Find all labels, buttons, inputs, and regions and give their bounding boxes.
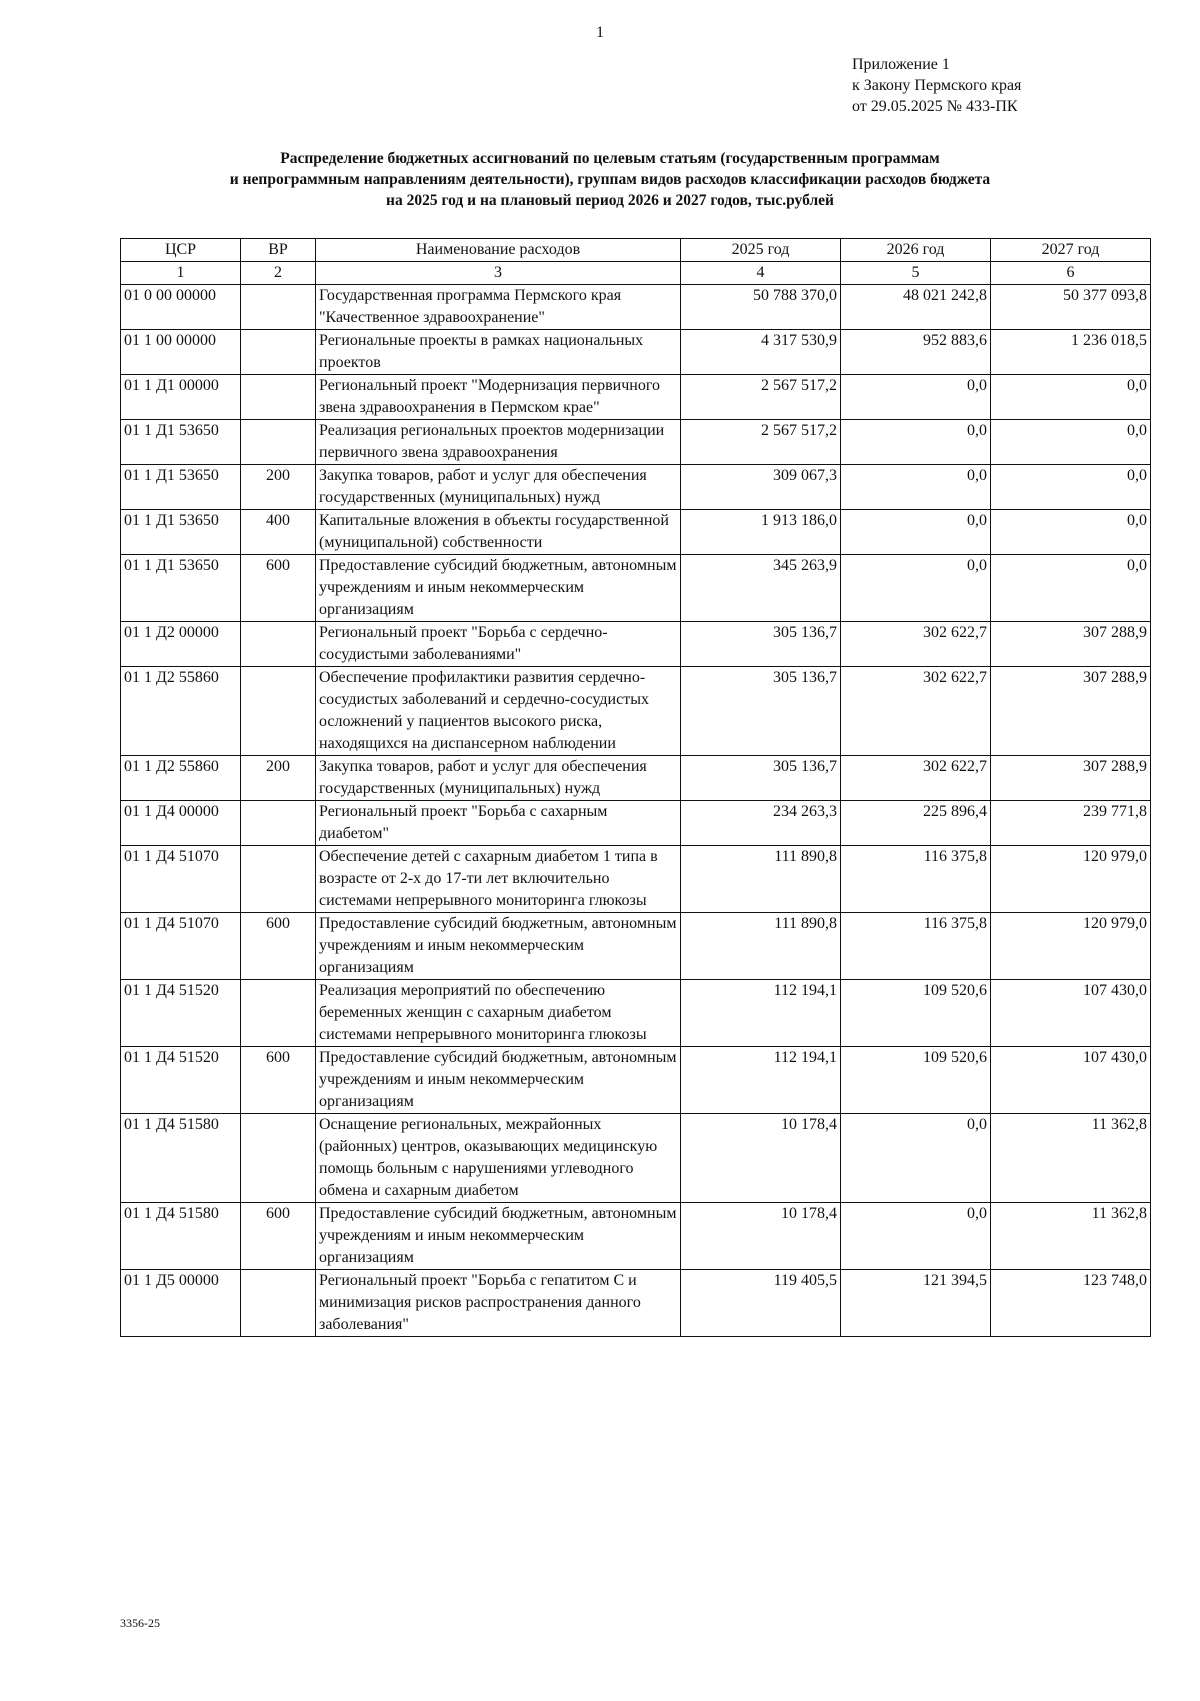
- appendix-line-1: Приложение 1: [852, 56, 950, 73]
- cell-2025: 1 913 186,0: [681, 510, 841, 555]
- cell-name: Обеспечение детей с сахарным диабетом 1 типа в возрасте от 2-х до 17-ти лет включительно системами непрерывного мониторинга глюкозы: [316, 846, 681, 913]
- column-number: 6: [991, 262, 1151, 285]
- cell-2025: 2 567 517,2: [681, 420, 841, 465]
- cell-2027: 50 377 093,8: [991, 285, 1151, 330]
- cell-name: Предоставление субсидий бюджетным, автономным учреждениям и иным некоммерческим организациям: [316, 913, 681, 980]
- column-number: 2: [241, 262, 316, 285]
- cell-2025: 234 263,3: [681, 801, 841, 846]
- cell-name: Региональный проект "Борьба с сахарным диабетом": [316, 801, 681, 846]
- cell-2027: 0,0: [991, 375, 1151, 420]
- cell-vr: 600: [241, 555, 316, 622]
- cell-csr: 01 1 Д4 51070: [121, 913, 241, 980]
- cell-csr: 01 1 Д1 53650: [121, 420, 241, 465]
- cell-vr: [241, 846, 316, 913]
- column-number: 1: [121, 262, 241, 285]
- cell-2026: 952 883,6: [841, 330, 991, 375]
- cell-name: Обеспечение профилактики развития сердечно-сосудистых заболеваний и сердечно-сосудистых осложнений у пациентов высокого риска, находящихся на диспансерном наблюдении: [316, 667, 681, 756]
- table-row: [121, 801, 1151, 846]
- cell-2025: 10 178,4: [681, 1114, 841, 1203]
- cell-csr: 01 1 Д2 55860: [121, 756, 241, 801]
- cell-csr: 01 1 Д4 51070: [121, 846, 241, 913]
- cell-name: Закупка товаров, работ и услуг для обеспечения государственных (муниципальных) нужд: [316, 756, 681, 801]
- column-number: 4: [681, 262, 841, 285]
- cell-name: Капитальные вложения в объекты государственной (муниципальной) собственности: [316, 510, 681, 555]
- cell-2026: 0,0: [841, 1203, 991, 1270]
- table-row: [121, 330, 1151, 375]
- cell-2027: 0,0: [991, 510, 1151, 555]
- table-row: [121, 913, 1151, 980]
- cell-csr: 01 1 Д4 00000: [121, 801, 241, 846]
- cell-vr: [241, 330, 316, 375]
- cell-2027: 0,0: [991, 420, 1151, 465]
- cell-2026: 109 520,6: [841, 1047, 991, 1114]
- cell-2025: 112 194,1: [681, 1047, 841, 1114]
- cell-2025: 4 317 530,9: [681, 330, 841, 375]
- cell-vr: 600: [241, 1203, 316, 1270]
- cell-csr: 01 1 Д2 00000: [121, 622, 241, 667]
- cell-csr: 01 0 00 00000: [121, 285, 241, 330]
- cell-vr: [241, 285, 316, 330]
- table-row: [121, 667, 1151, 756]
- cell-2027: 307 288,9: [991, 622, 1151, 667]
- cell-2027: 11 362,8: [991, 1114, 1151, 1203]
- cell-2026: 121 394,5: [841, 1270, 991, 1337]
- cell-2026: 116 375,8: [841, 846, 991, 913]
- cell-name: Реализация мероприятий по обеспечению беременных женщин с сахарным диабетом системами непрерывного мониторинга глюкозы: [316, 980, 681, 1047]
- table-row: [121, 510, 1151, 555]
- cell-csr: 01 1 Д4 51520: [121, 1047, 241, 1114]
- header-2027: 2027 год: [991, 239, 1151, 262]
- cell-2027: 239 771,8: [991, 801, 1151, 846]
- header-csr: ЦСР: [121, 239, 241, 262]
- cell-vr: 600: [241, 913, 316, 980]
- cell-2025: 2 567 517,2: [681, 375, 841, 420]
- title-line-2: и непрограммным направлениям деятельности), группам видов расходов классификации расходов бюджета: [229, 171, 991, 188]
- header-2026: 2026 год: [841, 239, 991, 262]
- cell-csr: 01 1 Д4 51580: [121, 1203, 241, 1270]
- cell-name: Оснащение региональных, межрайонных (районных) центров, оказывающих медицинскую помощь больным с нарушениями углеводного обмена и сахарным диабетом: [316, 1114, 681, 1203]
- table-row: [121, 1047, 1151, 1114]
- header-vr: ВР: [241, 239, 316, 262]
- cell-2025: 305 136,7: [681, 622, 841, 667]
- cell-2025: 309 067,3: [681, 465, 841, 510]
- cell-2027: 1 236 018,5: [991, 330, 1151, 375]
- cell-vr: [241, 375, 316, 420]
- cell-2027: 11 362,8: [991, 1203, 1151, 1270]
- cell-csr: 01 1 Д5 00000: [121, 1270, 241, 1337]
- cell-name: Реализация региональных проектов модернизации первичного звена здравоохранения: [316, 420, 681, 465]
- cell-name: Предоставление субсидий бюджетным, автономным учреждениям и иным некоммерческим организациям: [316, 1047, 681, 1114]
- cell-2025: 50 788 370,0: [681, 285, 841, 330]
- table-row: [121, 846, 1151, 913]
- cell-csr: 01 1 Д1 53650: [121, 465, 241, 510]
- cell-name: Региональные проекты в рамках национальных проектов: [316, 330, 681, 375]
- table-row: [121, 980, 1151, 1047]
- cell-2026: 0,0: [841, 420, 991, 465]
- cell-2025: 119 405,5: [681, 1270, 841, 1337]
- cell-vr: 200: [241, 756, 316, 801]
- table-row: [121, 420, 1151, 465]
- cell-2026: 0,0: [841, 510, 991, 555]
- table-row: [121, 555, 1151, 622]
- cell-vr: [241, 420, 316, 465]
- cell-name: Региональный проект "Модернизация первичного звена здравоохранения в Пермском крае": [316, 375, 681, 420]
- cell-csr: 01 1 Д1 53650: [121, 510, 241, 555]
- appendix-line-2: к Закону Пермского края: [852, 77, 1022, 94]
- cell-2026: 0,0: [841, 1114, 991, 1203]
- appendix-line-3: от 29.05.2025 № 433-ПК: [852, 98, 1018, 115]
- cell-2027: 0,0: [991, 555, 1151, 622]
- cell-2026: 0,0: [841, 375, 991, 420]
- column-number-row: [121, 262, 1151, 285]
- header-name: Наименование расходов: [316, 239, 681, 262]
- cell-2026: 48 021 242,8: [841, 285, 991, 330]
- cell-2026: 302 622,7: [841, 622, 991, 667]
- cell-name: Государственная программа Пермского края "Качественное здравоохранение": [316, 285, 681, 330]
- table-row: [121, 1203, 1151, 1270]
- cell-2026: 0,0: [841, 555, 991, 622]
- table-row: [121, 622, 1151, 667]
- title-line-1: Распределение бюджетных ассигнований по целевым статьям (государственным программам: [280, 150, 940, 167]
- cell-2027: 107 430,0: [991, 980, 1151, 1047]
- cell-2025: 345 263,9: [681, 555, 841, 622]
- cell-2025: 112 194,1: [681, 980, 841, 1047]
- appendix-note: [852, 54, 1021, 117]
- cell-csr: 01 1 Д2 55860: [121, 667, 241, 756]
- cell-vr: 400: [241, 510, 316, 555]
- cell-vr: 600: [241, 1047, 316, 1114]
- cell-2027: 307 288,9: [991, 756, 1151, 801]
- cell-csr: 01 1 Д1 00000: [121, 375, 241, 420]
- cell-2027: 0,0: [991, 465, 1151, 510]
- title-line-3: на 2025 год и на плановый период 2026 и 2027 годов, тыс.рублей: [386, 192, 834, 209]
- cell-2026: 302 622,7: [841, 667, 991, 756]
- column-number: 3: [316, 262, 681, 285]
- header-2025: 2025 год: [681, 239, 841, 262]
- cell-2027: 107 430,0: [991, 1047, 1151, 1114]
- cell-name: Региональный проект "Борьба с гепатитом С и минимизация рисков распространения данного заболевания": [316, 1270, 681, 1337]
- cell-2026: 109 520,6: [841, 980, 991, 1047]
- cell-2025: 10 178,4: [681, 1203, 841, 1270]
- cell-2026: 0,0: [841, 465, 991, 510]
- table-row: [121, 1270, 1151, 1337]
- table-row: [121, 1114, 1151, 1203]
- cell-2025: 305 136,7: [681, 667, 841, 756]
- column-number: 5: [841, 262, 991, 285]
- cell-name: Предоставление субсидий бюджетным, автономным учреждениям и иным некоммерческим организациям: [316, 1203, 681, 1270]
- cell-2027: 120 979,0: [991, 846, 1151, 913]
- cell-vr: 200: [241, 465, 316, 510]
- table-body: [121, 285, 1151, 1337]
- table-row: [121, 285, 1151, 330]
- table-row: [121, 756, 1151, 801]
- cell-2026: 116 375,8: [841, 913, 991, 980]
- cell-name: Предоставление субсидий бюджетным, автономным учреждениям и иным некоммерческим организациям: [316, 555, 681, 622]
- cell-vr: [241, 622, 316, 667]
- cell-2025: 305 136,7: [681, 756, 841, 801]
- table-row: [121, 465, 1151, 510]
- cell-vr: [241, 1114, 316, 1203]
- cell-vr: [241, 667, 316, 756]
- cell-csr: 01 1 Д1 53650: [121, 555, 241, 622]
- cell-csr: 01 1 Д4 51580: [121, 1114, 241, 1203]
- cell-vr: [241, 801, 316, 846]
- document-title: [130, 148, 1090, 211]
- table-header-row: [121, 239, 1151, 262]
- cell-vr: [241, 1270, 316, 1337]
- budget-table: [120, 238, 1151, 1337]
- page-number: 1: [596, 24, 604, 41]
- cell-2026: 225 896,4: [841, 801, 991, 846]
- cell-2027: 123 748,0: [991, 1270, 1151, 1337]
- cell-2027: 307 288,9: [991, 667, 1151, 756]
- cell-csr: 01 1 Д4 51520: [121, 980, 241, 1047]
- cell-2026: 302 622,7: [841, 756, 991, 801]
- cell-2025: 111 890,8: [681, 913, 841, 980]
- cell-2027: 120 979,0: [991, 913, 1151, 980]
- cell-csr: 01 1 00 00000: [121, 330, 241, 375]
- document-code: 3356-25: [120, 1616, 160, 1630]
- cell-name: Региональный проект "Борьба с сердечно-сосудистыми заболеваниями": [316, 622, 681, 667]
- cell-vr: [241, 980, 316, 1047]
- cell-2025: 111 890,8: [681, 846, 841, 913]
- table-row: [121, 375, 1151, 420]
- cell-name: Закупка товаров, работ и услуг для обеспечения государственных (муниципальных) нужд: [316, 465, 681, 510]
